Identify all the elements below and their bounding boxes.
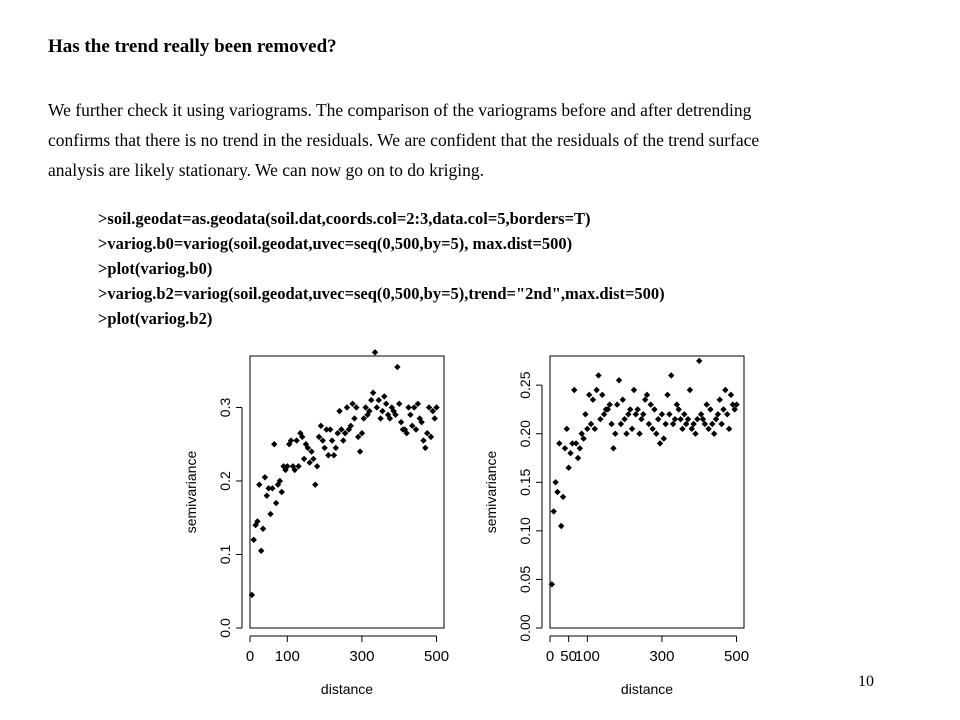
data-point: [707, 406, 713, 412]
data-point: [696, 358, 702, 364]
data-point: [679, 426, 685, 432]
data-point: [376, 397, 382, 403]
data-point: [651, 406, 657, 412]
data-point: [621, 416, 627, 422]
x-tick-label: 300: [349, 648, 375, 665]
data-point: [668, 372, 674, 378]
data-point: [661, 435, 667, 441]
body-paragraph: [48, 95, 920, 185]
data-point: [340, 437, 346, 443]
data-point: [612, 431, 618, 437]
x-tick-label: 50: [560, 648, 577, 665]
code-line: >plot(variog.b0): [98, 259, 213, 278]
data-point: [722, 387, 728, 393]
data-point: [264, 492, 270, 498]
data-point: [329, 437, 335, 443]
data-point: [592, 426, 598, 432]
data-point: [562, 445, 568, 451]
data-point: [344, 404, 350, 410]
data-point: [664, 392, 670, 398]
data-point: [649, 426, 655, 432]
data-point: [301, 456, 307, 462]
paragraph-line: confirms that there is no trend in the residuals. We are confident that the residuals of the trend surface: [48, 130, 760, 150]
data-point: [374, 404, 380, 410]
data-point: [273, 500, 279, 506]
data-point: [372, 349, 378, 355]
data-point: [705, 426, 711, 432]
data-point: [420, 437, 426, 443]
x-tick-label: 500: [424, 648, 450, 665]
data-point: [646, 421, 652, 427]
data-point: [279, 489, 285, 495]
x-tick-label: 500: [724, 648, 750, 665]
data-point: [560, 494, 566, 500]
data-point: [381, 393, 387, 399]
data-point: [573, 440, 579, 446]
data-point: [398, 419, 404, 425]
data-point: [258, 548, 264, 554]
x-axis-label: distance: [620, 681, 674, 697]
y-tick-label: 0.25: [517, 371, 533, 399]
data-point: [717, 397, 723, 403]
data-point: [588, 421, 594, 427]
data-point: [331, 452, 337, 458]
data-point: [379, 408, 385, 414]
data-point: [620, 397, 626, 403]
data-point: [724, 411, 730, 417]
code-line: >variog.b0=variog(soil.geodat,uvec=seq(0,500,by=5), max.dist=500): [98, 234, 573, 253]
data-point: [631, 387, 637, 393]
data-point: [657, 440, 663, 446]
data-point: [394, 364, 400, 370]
data-point: [554, 489, 560, 495]
data-point: [728, 392, 734, 398]
x-axis-label: distance: [320, 681, 374, 697]
data-point: [431, 415, 437, 421]
data-point: [256, 481, 262, 487]
data-point: [267, 511, 273, 517]
data-point: [251, 537, 257, 543]
data-point: [565, 465, 571, 471]
slide-title: Has the trend really been removed?: [48, 36, 337, 57]
data-point: [577, 445, 583, 451]
data-point: [571, 387, 577, 393]
x-tick-label: 100: [274, 648, 300, 665]
variogram-after-detrend-plot: [480, 346, 760, 710]
data-point: [653, 431, 659, 437]
data-point: [648, 401, 654, 407]
data-point: [357, 448, 363, 454]
data-point: [422, 445, 428, 451]
data-point: [567, 450, 573, 456]
data-point: [312, 481, 318, 487]
data-point: [377, 415, 383, 421]
data-point: [595, 372, 601, 378]
data-point: [677, 416, 683, 422]
data-point: [692, 431, 698, 437]
paragraph-line: analysis are likely stationary. We can now go on to do kriging.: [48, 160, 484, 180]
data-point: [681, 411, 687, 417]
data-point: [552, 479, 558, 485]
data-point: [351, 415, 357, 421]
data-point: [260, 526, 266, 532]
data-point: [623, 431, 629, 437]
data-point: [687, 387, 693, 393]
data-point: [586, 392, 592, 398]
data-point: [590, 397, 596, 403]
data-point: [662, 421, 668, 427]
variogram-before-detrend-plot: [180, 346, 460, 710]
data-point: [271, 441, 277, 447]
data-point: [327, 426, 333, 432]
data-point: [629, 426, 635, 432]
y-tick-label: 0.0: [217, 618, 233, 638]
y-axis-label: semivariance: [183, 450, 199, 534]
data-point: [636, 431, 642, 437]
y-tick-label: 0.1: [217, 544, 233, 565]
data-point: [336, 408, 342, 414]
data-point: [325, 452, 331, 458]
data-point: [655, 416, 661, 422]
y-tick-label: 0.20: [517, 420, 533, 448]
data-point: [556, 440, 562, 446]
y-tick-label: 0.3: [217, 397, 233, 418]
data-point: [726, 426, 732, 432]
data-point: [368, 397, 374, 403]
data-point: [407, 412, 413, 418]
data-point: [597, 416, 603, 422]
y-tick-label: 0.15: [517, 468, 533, 496]
data-point: [405, 404, 411, 410]
code-line: >variog.b2=variog(soil.geodat,uvec=seq(0,500,by=5),trend="2nd",max.dist=500): [98, 284, 665, 303]
data-point: [616, 377, 622, 383]
y-tick-label: 0.2: [217, 471, 233, 491]
paragraph-line: We further check it using variograms. The comparison of the variograms before and after detrending: [48, 100, 752, 120]
data-point: [321, 445, 327, 451]
x-tick-label: 0: [545, 648, 555, 665]
code-block: [98, 206, 665, 331]
data-point: [370, 390, 376, 396]
data-point: [593, 387, 599, 393]
data-point: [293, 437, 299, 443]
data-point: [314, 463, 320, 469]
code-line: >soil.geodat=as.geodata(soil.dat,coords.col=2:3,data.col=5,borders=T): [98, 209, 591, 228]
y-tick-label: 0.10: [517, 517, 533, 545]
data-point: [558, 523, 564, 529]
data-point: [599, 392, 605, 398]
y-tick-label: 0.05: [517, 565, 533, 594]
data-point: [584, 426, 590, 432]
data-point: [564, 426, 570, 432]
y-axis-label: semivariance: [483, 450, 499, 534]
data-point: [575, 455, 581, 461]
x-tick-label: 300: [649, 648, 675, 665]
data-point: [718, 421, 724, 427]
x-tick-label: 100: [574, 648, 600, 665]
page-number: 10: [858, 673, 874, 690]
data-point: [666, 411, 672, 417]
data-point: [659, 411, 665, 417]
data-point: [582, 411, 588, 417]
y-tick-label: 0.00: [517, 614, 533, 642]
data-point: [333, 445, 339, 451]
data-point: [318, 423, 324, 429]
data-point: [709, 421, 715, 427]
data-point: [694, 416, 700, 422]
data-point: [614, 401, 620, 407]
data-point: [608, 421, 614, 427]
code-line: >plot(variog.b2): [98, 309, 213, 328]
data-point: [269, 485, 275, 491]
data-point: [703, 401, 709, 407]
data-point: [551, 508, 557, 514]
data-point: [720, 406, 726, 412]
data-point: [618, 421, 624, 427]
data-point: [383, 401, 389, 407]
x-tick-label: 0: [245, 648, 255, 665]
data-point: [396, 401, 402, 407]
data-point: [610, 445, 616, 451]
data-point: [711, 431, 717, 437]
data-point: [262, 474, 268, 480]
